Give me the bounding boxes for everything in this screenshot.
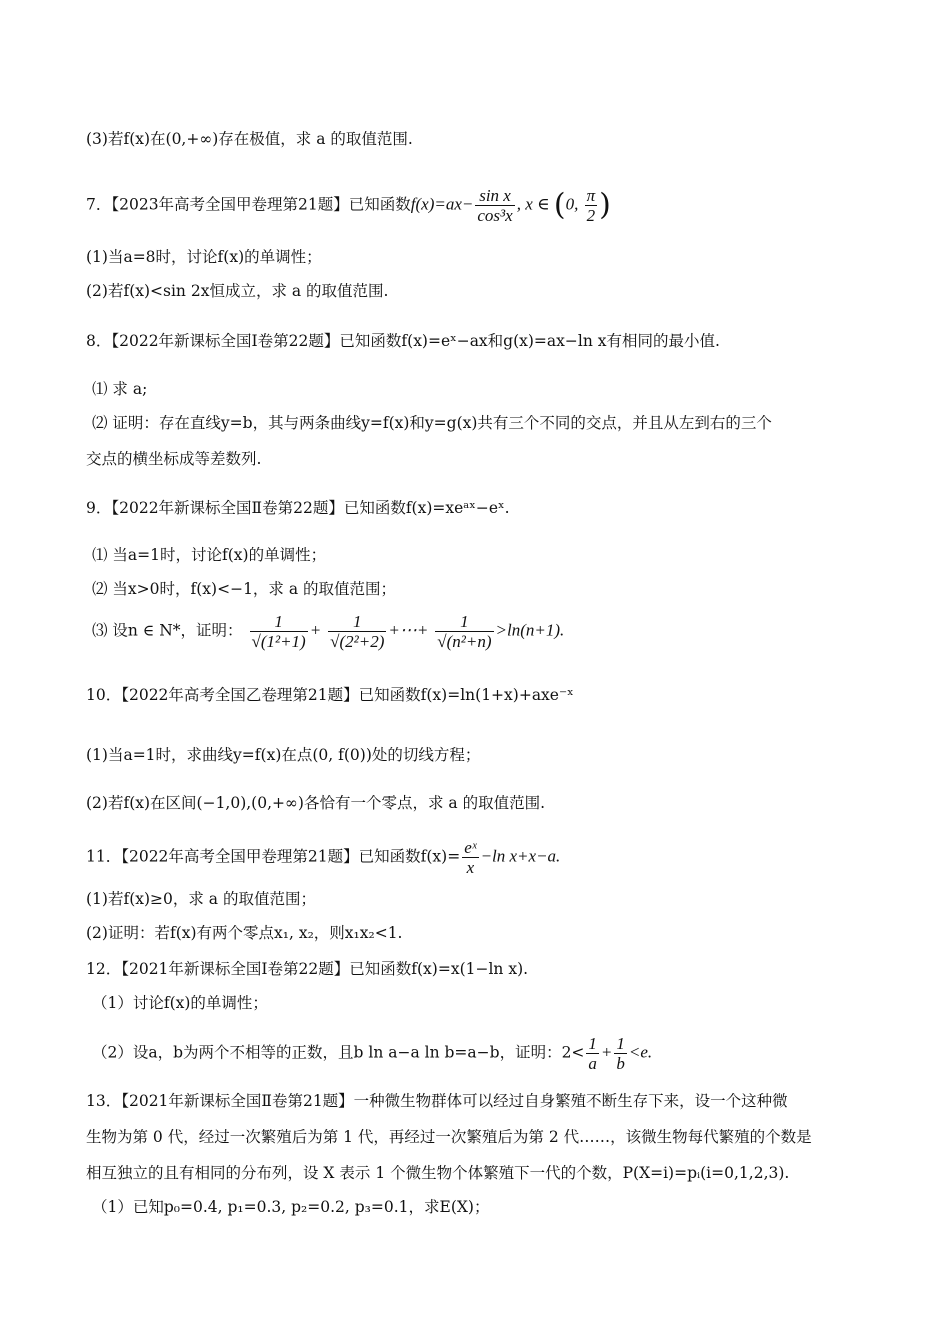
q10-part1: (1)当a=1时，求曲线y=f(x)在点(0, f(0))处的切线方程； — [86, 746, 481, 764]
q11-part1: (1)若f(x)≥0，求 a 的取值范围； — [86, 890, 316, 908]
q12-part1: （1）讨论f(x)的单调性； — [92, 994, 268, 1012]
q10-part2: (2)若f(x)在区间(−1,0),(0,+∞)各恰有一个零点，求 a 的取值范围. — [86, 794, 545, 812]
q12-heading: 12．【2021年新课标全国Ⅰ卷第22题】已知函数f(x)=x(1−ln x). — [86, 960, 529, 978]
q7-part2: (2)若f(x)<sin 2x恒成立，求 a 的取值范围. — [86, 282, 389, 300]
q13-line3: 相互独立的且有相同的分布列，设 X 表示 1 个微生物个体繁殖下一代的个数，P(X=i)=pᵢ(i=0,1,2,3). — [86, 1164, 790, 1182]
sum-term-1: $\frac{1}{\text{√(1²+1)}}$ — [251, 612, 306, 651]
q8-part2-cont: 交点的横坐标成等差数列. — [86, 450, 262, 468]
right-paren: ) — [599, 187, 611, 223]
q11-part2: (2)证明：若f(x)有两个零点x₁, x₂，则x₁x₂<1. — [86, 924, 403, 942]
q9-part2: ⑵ 当x>0时，f(x)<−1，求 a 的取值范围； — [92, 580, 397, 598]
q13-part1: （1）已知p₀=0.4, p₁=0.3, p₂=0.2, p₃=0.1，求E(X)； — [92, 1198, 490, 1216]
q8-heading: 8．【2022年新课标全国Ⅰ卷第22题】已知函数f(x)=eˣ−ax和g(x)=ax−ln x有相同的最小值. — [86, 332, 720, 350]
q11-heading: 11．【2022年高考全国甲卷理第21题】已知函数f(x)= $\frac{\text{eˣ}}{x}$ −ln x+x−a. — [86, 838, 561, 877]
q7-part1: (1)当a=8时，讨论f(x)的单调性； — [86, 248, 322, 266]
q12-part2: （2）设a，b为两个不相等的正数，且b ln a−a ln b=a−b，证明：2< $\frac{1}{a}$ + $\frac{1}{b}$ <e. — [92, 1034, 653, 1073]
q7-function: f(x)=ax− — [410, 194, 474, 214]
q7-fraction: $\frac{\text{sin x}}{\text{cos³x}}$ — [477, 186, 513, 225]
q6-part3: (3)若f(x)在(0,+∞)存在极值，求 a 的取值范围. — [86, 130, 413, 148]
sum-term-2: $\frac{1}{\text{√(2²+2)}}$ — [330, 612, 385, 651]
left-paren: ( — [553, 187, 566, 223]
sum-term-n: $\frac{1}{\text{√(n²+n)}}$ — [437, 612, 492, 651]
q8-part2: ⑵ 证明：存在直线y=b，其与两条曲线y=f(x)和y=g(x)共有三个不同的交点，并且从左到右的三个 — [92, 414, 772, 432]
q9-part3: ⑶ 设n ∈ N*，证明： $\frac{1}{\text{√(1²+1)}}$ + $\frac{1}{\text{√(2²+2)}}$ +⋯+ $\frac{1}{\text{√(n²+n)}}$ >ln(n+1). — [92, 612, 565, 651]
q10-heading: 10．【2022年高考全国乙卷理第21题】已知函数f(x)=ln(1+x)+axe⁻ˣ — [86, 686, 574, 704]
q9-heading: 9．【2022年新课标全国Ⅱ卷第22题】已知函数f(x)=xeᵃˣ−eˣ. — [86, 499, 510, 517]
one-over-a: $\frac{1}{a}$ — [588, 1034, 597, 1073]
q8-part1: ⑴ 求 a; — [92, 380, 148, 398]
one-over-b: $\frac{1}{b}$ — [616, 1034, 625, 1073]
q13-heading: 13．【2021年新课标全国Ⅱ卷第21题】一种微生物群体可以经过自身繁殖不断生存下来，设一个这种微 — [86, 1092, 788, 1110]
q11-fraction: $\frac{\text{eˣ}}{x}$ — [464, 838, 477, 877]
q9-part1: ⑴ 当a=1时，讨论f(x)的单调性； — [92, 546, 327, 564]
pi-over-2: $\frac{\pi}{2}$ — [586, 186, 596, 225]
q13-line2: 生物为第 0 代，经过一次繁殖后为第 1 代，再经过一次繁殖后为第 2 代……，该微生物每代繁殖的个数是 — [86, 1128, 812, 1146]
q7-heading: 7．【2023年高考全国甲卷理第21题】已知函数f(x)=ax− $\frac{\text{sin x}}{\text{cos³x}}$ , x ∈ (0, $\frac{\pi}{2}$ ) — [86, 186, 611, 225]
